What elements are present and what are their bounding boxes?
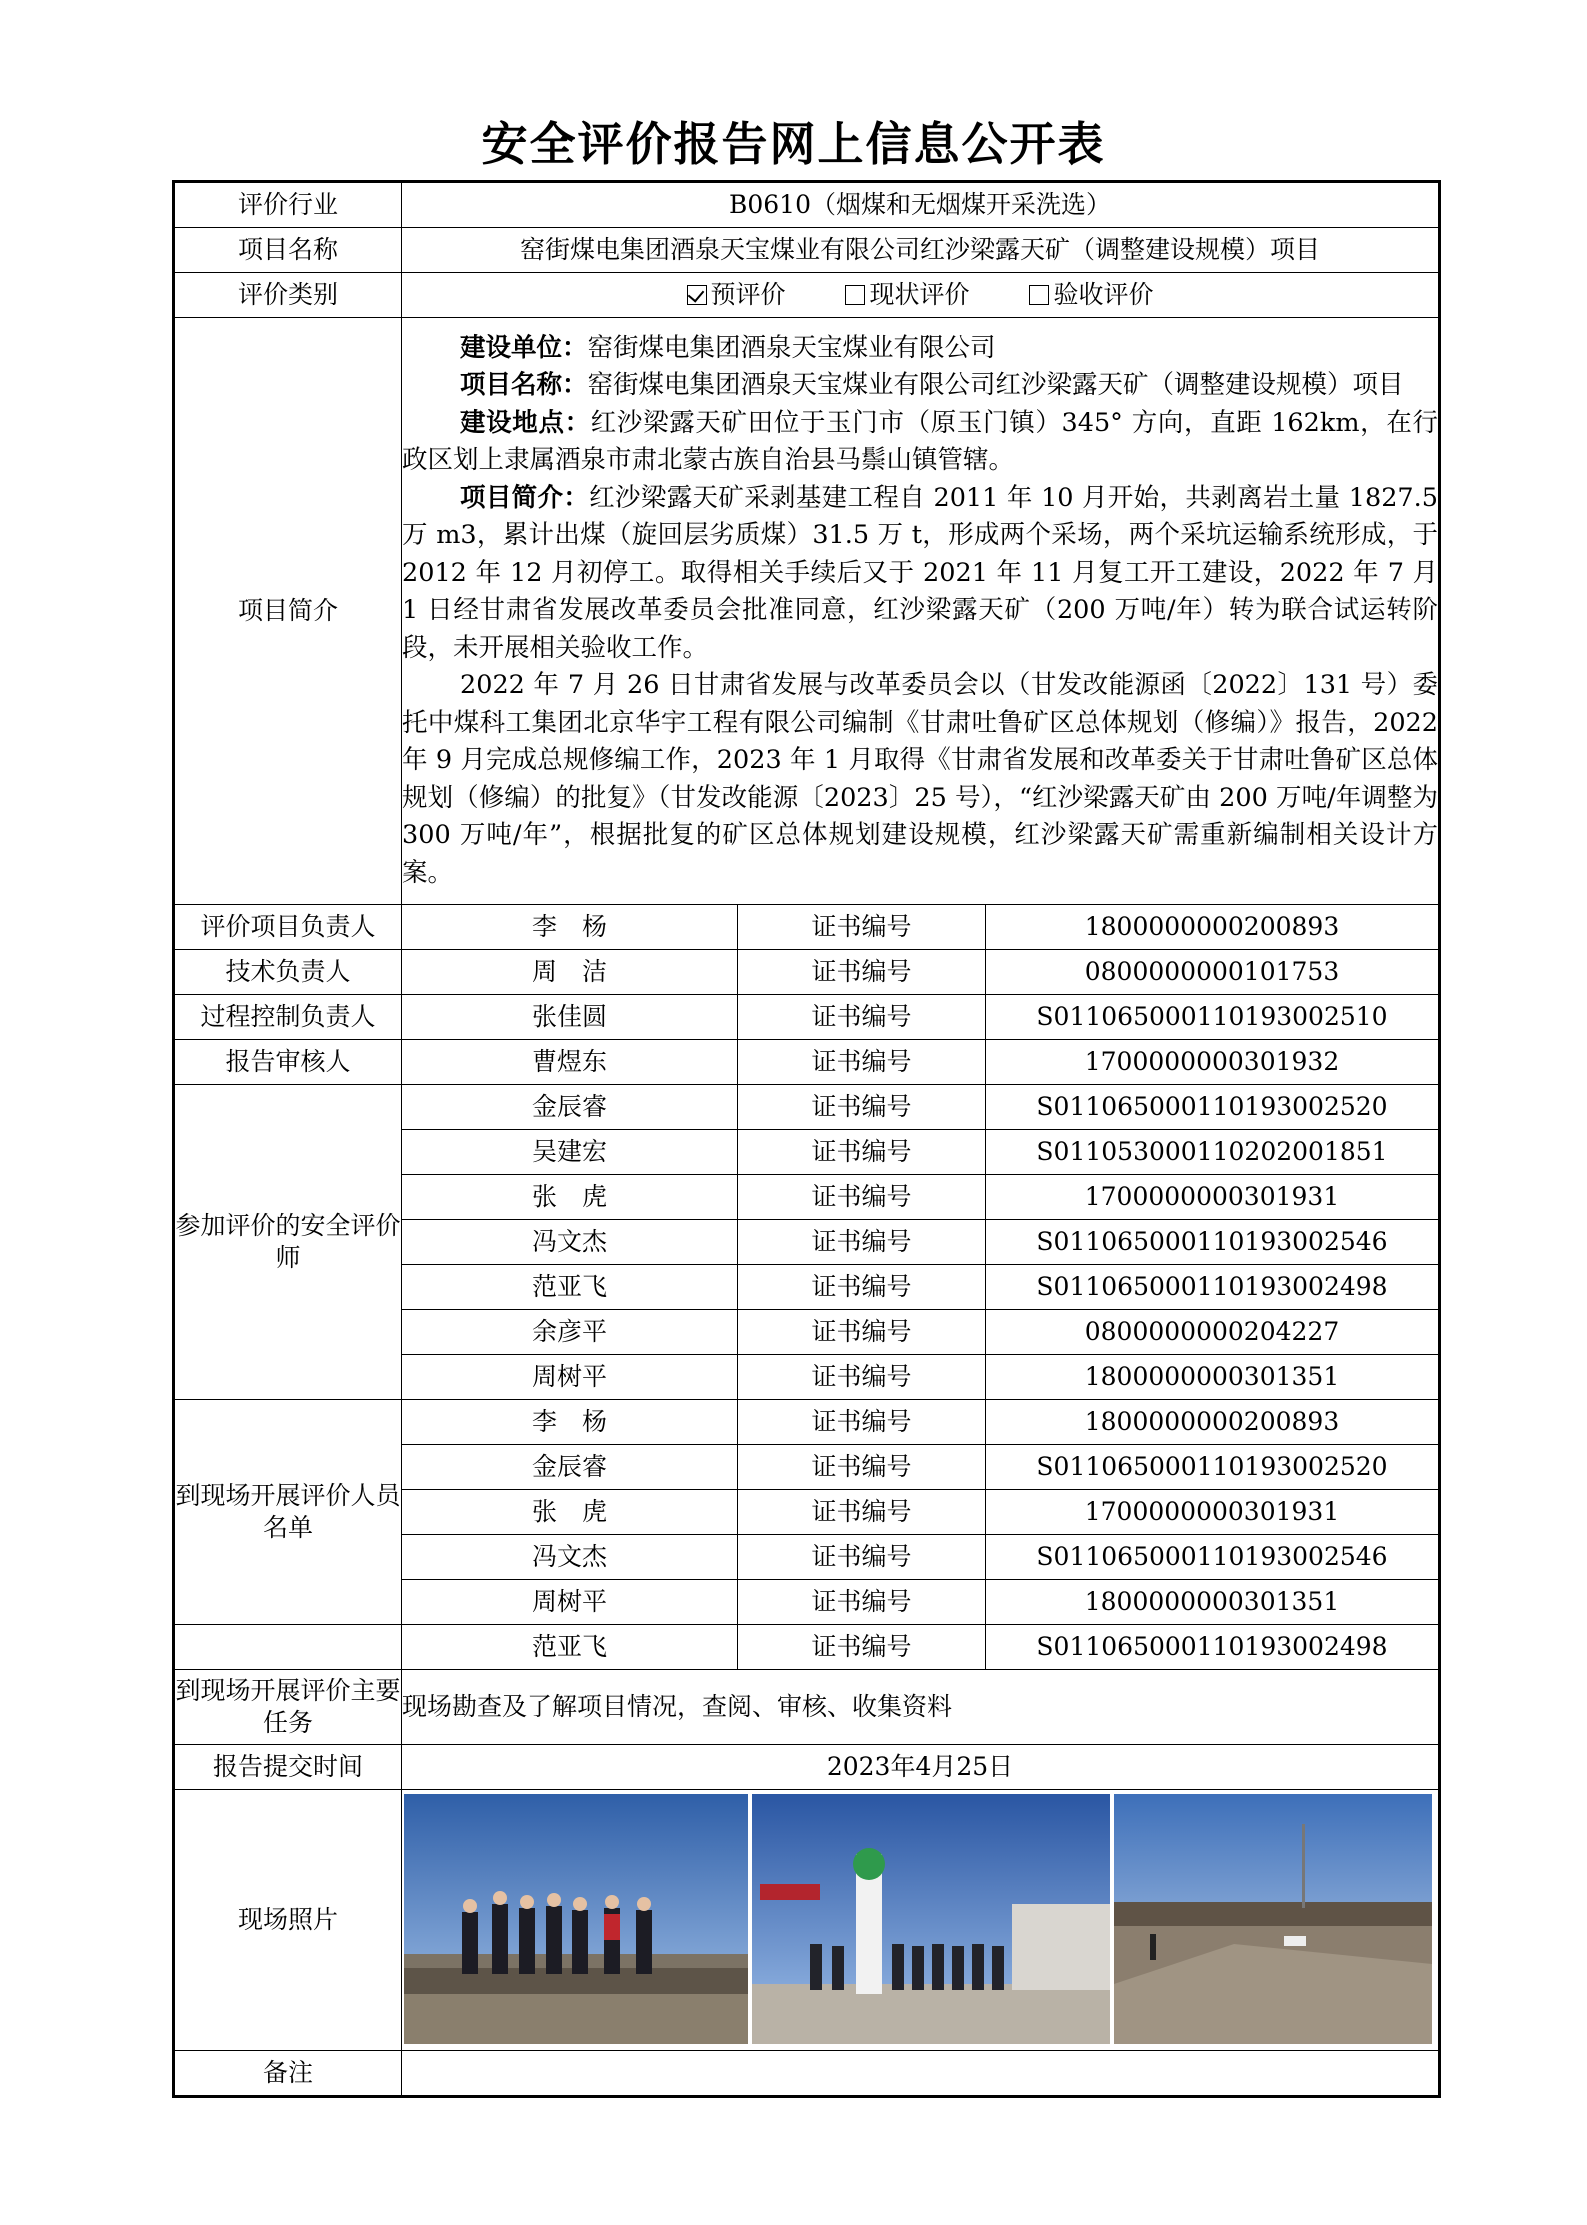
intro-label: 项目简介 (174, 318, 402, 905)
row-leader-3 (174, 995, 1440, 1040)
cert-number: 1700000000301932 (986, 1040, 1440, 1085)
cert-label: 证书编号 (738, 995, 986, 1040)
cert-number: S011065000110193002520 (986, 1445, 1440, 1490)
cert-label: 证书编号 (738, 1445, 986, 1490)
submit-label: 报告提交时间 (174, 1745, 402, 1790)
cert-label: 证书编号 (738, 1175, 986, 1220)
row-photos (174, 1790, 1440, 2051)
cert-label: 证书编号 (738, 1400, 986, 1445)
site-photo-group-gate (752, 1794, 1110, 2044)
intro-summary: 项目简介：红沙梁露天矿采剥基建工程自 2011 年 10 月开始，共剥离岩土量 1827.5 万 m3，累计出煤（旋回层劣质煤）31.5 万 t，形成两个采场，两个采坑运输系统形成，于 2012 年 12 月初停工。取得相关手续后又于 2021 年 11 月复工开工建设，2022 年 7 月 1 日经甘肃省发展改革委员会批准同意，红沙梁露天矿（200 万吨/年）转为联合试运转阶段，未开展相关验收工作。 (402, 482, 1438, 663)
row-project-name (174, 228, 1440, 273)
page-title: 安全评价报告网上信息公开表 (481, 117, 1106, 171)
person-name: 范亚飞 (402, 1265, 738, 1310)
person-name: 金辰睿 (402, 1085, 738, 1130)
checkbox-checked-icon (687, 285, 707, 305)
person-name: 李 杨 (402, 1400, 738, 1445)
checkbox-empty-icon (845, 285, 865, 305)
row-tasks (174, 1670, 1440, 1745)
leader-role: 技术负责人 (174, 950, 402, 995)
leader-role: 过程控制负责人 (174, 995, 402, 1040)
remarks-value (402, 2051, 1440, 2097)
row-intro (174, 318, 1440, 905)
eval-type-option-current[interactable]: 现状评价 (845, 279, 969, 311)
row-onsite (174, 1400, 1440, 1445)
cert-number: S011065000110193002498 (986, 1265, 1440, 1310)
row-remarks (174, 2051, 1440, 2097)
row-industry (174, 182, 1440, 228)
person-name: 张 虎 (402, 1490, 738, 1535)
person-name: 冯文杰 (402, 1535, 738, 1580)
cert-label: 证书编号 (738, 905, 986, 950)
project-name-label: 项目名称 (174, 228, 402, 273)
photos-label: 现场照片 (174, 1790, 402, 2051)
cert-label: 证书编号 (738, 1040, 986, 1085)
cert-number: S011065000110193002546 (986, 1535, 1440, 1580)
cert-label: 证书编号 (738, 1085, 986, 1130)
cert-label: 证书编号 (738, 1220, 986, 1265)
cert-number: S011065000110193002546 (986, 1220, 1440, 1265)
person-name: 冯文杰 (402, 1220, 738, 1265)
cert-number: 1800000000200893 (986, 905, 1440, 950)
leader-role: 评价项目负责人 (174, 905, 402, 950)
cert-number: S011065000110193002498 (986, 1625, 1440, 1670)
site-photo-group-mine (404, 1794, 748, 2044)
cert-number: 0800000000204227 (986, 1310, 1440, 1355)
cert-number: S011065000110193002510 (986, 995, 1440, 1040)
intro-content (402, 318, 1440, 905)
cert-label: 证书编号 (738, 1310, 986, 1355)
leader-role: 报告审核人 (174, 1040, 402, 1085)
intro-paragraph-2: 2022 年 7 月 26 日甘肃省发展与改革委员会以（甘发改能源函〔2022〕131 号）委托中煤科工集团北京华宇工程有限公司编制《甘肃吐鲁矿区总体规划（修编）》报告，2022 年 9 月完成总规修编工作，2023 年 1 月取得《甘肃省发展和改革委关于甘肃吐鲁矿区总体规划（修编）的批复》（甘发改能源〔2023〕25 号），“红沙梁露天矿由 200 万吨/年调整为 300 万吨/年”，根据批复的矿区总体规划建设规模，红沙梁露天矿需重新编制相关设计方案。 (402, 670, 1438, 888)
cert-number: S011053000110202001851 (986, 1130, 1440, 1175)
person-name: 张佳圆 (402, 995, 738, 1040)
row-leader-2 (174, 950, 1440, 995)
person-name: 周树平 (402, 1355, 738, 1400)
cert-number: 0800000000101753 (986, 950, 1440, 995)
person-name: 张 虎 (402, 1175, 738, 1220)
cert-number: 1800000000301351 (986, 1355, 1440, 1400)
intro-name: 项目名称：窑街煤电集团酒泉天宝煤业有限公司红沙梁露天矿（调整建设规模）项目 (460, 370, 1404, 401)
row-evaluator (174, 1085, 1440, 1130)
photos-cell (402, 1790, 1440, 2051)
tasks-label: 到现场开展评价主要任务 (174, 1670, 402, 1745)
site-photo-mine-pit (1114, 1794, 1432, 2044)
row-onsite-extra (174, 1625, 1440, 1670)
intro-site: 建设地点：红沙梁露天矿田位于玉门市（原玉门镇）345° 方向，直距 162km，在行政区划上隶属酒泉市肃北蒙古族自治县马鬃山镇管辖。 (402, 407, 1438, 476)
project-name-value: 窑街煤电集团酒泉天宝煤业有限公司红沙梁露天矿（调整建设规模）项目 (402, 228, 1440, 273)
row-leader-4 (174, 1040, 1440, 1085)
remarks-label: 备注 (174, 2051, 402, 2097)
cert-label: 证书编号 (738, 1625, 986, 1670)
checkbox-empty-icon (1029, 285, 1049, 305)
cert-label: 证书编号 (738, 950, 986, 995)
intro-unit: 建设单位：窑街煤电集团酒泉天宝煤业有限公司 (460, 332, 996, 363)
onsite-label: 到现场开展评价人员名单 (174, 1400, 402, 1625)
cert-label: 证书编号 (738, 1355, 986, 1400)
cert-label: 证书编号 (738, 1490, 986, 1535)
cert-number: 1800000000301351 (986, 1580, 1440, 1625)
cert-number: 1700000000301931 (986, 1175, 1440, 1220)
person-name: 李 杨 (402, 905, 738, 950)
person-name: 周树平 (402, 1580, 738, 1625)
person-name: 周 洁 (402, 950, 738, 995)
cert-label: 证书编号 (738, 1130, 986, 1175)
industry-label: 评价行业 (174, 182, 402, 228)
eval-type-option-acceptance[interactable]: 验收评价 (1029, 279, 1153, 311)
person-name: 金辰睿 (402, 1445, 738, 1490)
row-submit (174, 1745, 1440, 1790)
info-table (172, 180, 1441, 2098)
cert-label: 证书编号 (738, 1535, 986, 1580)
eval-type-option-pre[interactable]: 预评价 (687, 279, 786, 311)
person-name: 吴建宏 (402, 1130, 738, 1175)
industry-value: B0610（烟煤和无烟煤开采洗选） (402, 182, 1440, 228)
person-name: 曹煜东 (402, 1040, 738, 1085)
cert-number: S011065000110193002520 (986, 1085, 1440, 1130)
person-name: 余彦平 (402, 1310, 738, 1355)
cert-label: 证书编号 (738, 1265, 986, 1310)
submit-value: 2023年4月25日 (402, 1745, 1440, 1790)
row-leader-1 (174, 905, 1440, 950)
eval-type-label: 评价类别 (174, 273, 402, 318)
cert-number: 1700000000301931 (986, 1490, 1440, 1535)
onsite-blank-label (174, 1625, 402, 1670)
person-name: 范亚飞 (402, 1625, 738, 1670)
evaluators-label: 参加评价的安全评价师 (174, 1085, 402, 1400)
row-eval-type (174, 273, 1440, 318)
tasks-value: 现场勘查及了解项目情况，查阅、审核、收集资料 (402, 1670, 1440, 1745)
cert-number: 1800000000200893 (986, 1400, 1440, 1445)
eval-type-options (402, 273, 1440, 318)
cert-label: 证书编号 (738, 1580, 986, 1625)
